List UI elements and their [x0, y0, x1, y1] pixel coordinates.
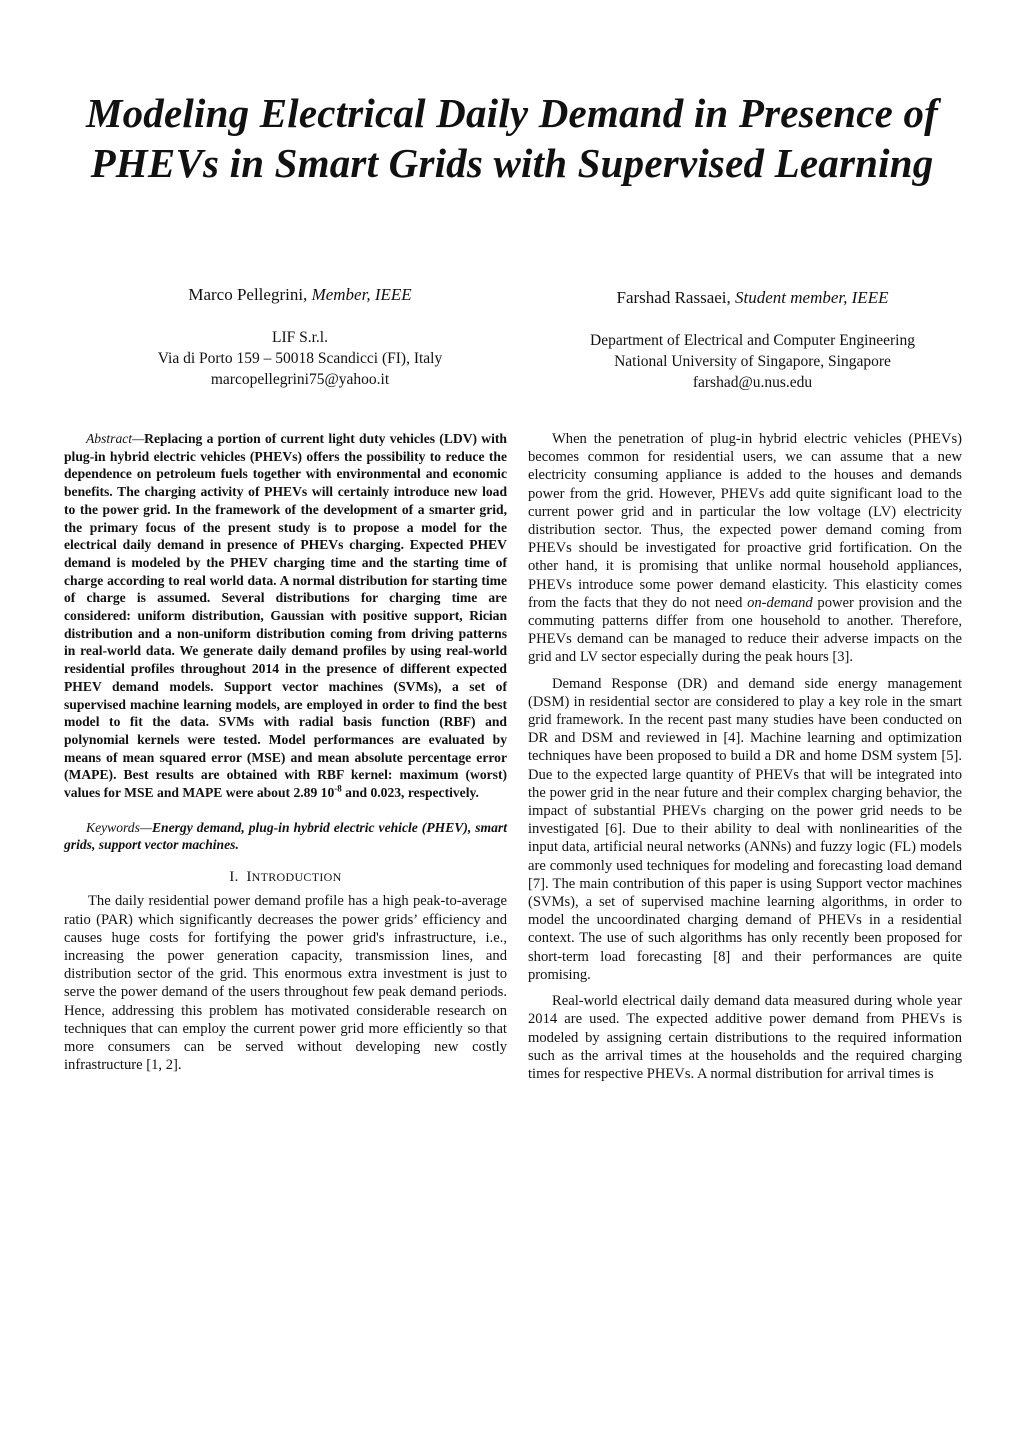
left-column: [64, 430, 507, 1074]
author-role-2: Student member, IEEE: [735, 288, 889, 307]
intro-paragraph-3: Demand Response (DR) and demand side energy management (DSM) in residential sector are considered to play a key role in the smart grid framework. In the recent past many studies have been conducted on DR and DSM and reviewed in [4]. Machine learning and optimization techniques have been proposed to build a DR and home DSM system [5]. Due to the expected large quantity of PHEVs that will be integrated into the power grid in the near future and their complex charging behavior, the impact of substantial PHEVs charging on the power grid needs to be investigated [6]. Due to their ability to deal with nonlinearities of the input data, artificial neural networks (ANNs) and fuzzy logic (FL) models are commonly used techniques for modeling and forecasting load demand [7]. The main contribution of this paper is using Support vector machines (SVMs), a set of supervised machine learning algorithms, in order to model the uncoordinated charging demand of PHEVs in a residential context. The use of such algorithms has only recently been proposed for short-term load forecasting [8] and their performances are quite promising.: [528, 675, 962, 983]
author-block-2: [520, 287, 985, 393]
author-email-1: marcopellegrini75@yahoo.it: [210, 371, 390, 388]
author-affiliation-1b: Via di Porto 159 – 50018 Scandicci (FI), Italy: [157, 350, 443, 367]
intro-paragraph-4: Real-world electrical daily demand data measured during whole year 2014 are used. The expected additive power demand from PHEVs is modeled by assigning certain distributions to the required information such as the arrival times at the households and the required charging times for respective PHEVs. A normal distribution for arrival times is: [528, 993, 962, 1082]
keywords-label: Keywords—: [86, 819, 152, 835]
author-block-1: [70, 284, 530, 390]
right-column: [528, 430, 962, 1083]
author-affiliation-2a: Department of Electrical and Computer Engineering: [590, 332, 915, 349]
author-name-1: Marco Pellegrini, Member, IEEE: [188, 285, 412, 304]
paper-title: [40, 88, 984, 188]
author-email-2: farshad@u.nus.edu: [692, 374, 813, 391]
title-line-1: Modeling Electrical Daily Demand in Presence of: [85, 90, 939, 136]
emphasis-on-demand: on-demand: [747, 594, 813, 611]
abstract-exponent: -8: [334, 783, 342, 794]
keywords-text: Energy demand, plug-in hybrid electric vehicle (PHEV), smart grids, support vector machines.: [64, 819, 507, 853]
abstract-label: Abstract—: [86, 431, 145, 446]
abstract-text: Replacing a portion of current light duty vehicles (LDV) with plug-in hybrid electric vehicles (PHEVs) offers the possibility to reduce the dependence on petroleum fuels together with environmental and economic benefits. The charging activity of PHEVs will certainly introduce new load to the power grid. In the framework of the development of a smarter grid, the primary focus of the present study is to propose a model for the electrical daily demand in presence of PHEVs charging. Expected PHEV demand is modeled by the PHEV charging time and the starting time of charge according to real world data. A normal distribution for starting time of charge is assumed. Several distributions for charging time are considered: uniform distribution, Gaussian with positive support, Rician distribution and a non-uniform distribution coming from driving patterns in real-world data. We generate daily demand profiles by using real-world residential profiles throughout 2014 in the presence of different expected PHEV demand models. Support vector machines (SVMs), a set of supervised machine learning models, are employed in order to find the best model to fit the data. SVMs with radial basis function (RBF) and polynomial kernels were tested. Model performances are evaluated by means of mean squared error (MSE) and mean absolute percentage error (MAPE). Best results are obtained with RBF kernel: maximum (worst) values for MSE and MAPE were about 2.89 10: [64, 431, 507, 801]
author-role-1: Member, IEEE: [311, 285, 412, 304]
keywords: [64, 819, 507, 854]
title-line-2: PHEVs in Smart Grids with Supervised Learning: [90, 140, 934, 186]
abstract: [64, 430, 507, 802]
author-name-2: Farshad Rassaei, Student member, IEEE: [616, 288, 889, 307]
intro-paragraph-2: When the penetration of plug-in hybrid electric vehicles (PHEVs) becomes common for residential users, we can assume that a new electricity consuming appliance is added to the houses and demands power from the grid. However, PHEVs add quite significant load to the current power grid and in particular the low voltage (LV) electricity distribution sector. Thus, the expected power demand coming from PHEVs should be investigated for proactive grid fortification. On the other hand, it is promising that unlike normal household appliances, PHEVs introduce some power demand elasticity. This elasticity comes from the facts that they do not need on-demand power provision and the commuting patterns differ from one household to another. Therefore, PHEVs demand can be managed to reduce their adverse impacts on the grid and LV sector especially during the peak hours [3].: [528, 431, 962, 666]
section-heading-introduction: I. INTRODUCTION: [229, 869, 342, 886]
abstract-text-end: and 0.023, respectively.: [341, 785, 479, 801]
intro-paragraph-1: The daily residential power demand profile has a high peak-to-average ratio (PAR) which significantly decreases the power grids’ efficiency and causes huge costs for fortifying the power grid's infrastructure, i.e., increasing the power generation capacity, transmission lines, and distribution sector of the grid. This enormous extra investment is just to serve the power demand of the users throughout few peak demand periods. Hence, addressing this problem has motivated considerable research on techniques that can employ the current power grid more efficiently so that more consumers can be served without developing new costly infrastructure [1, 2].: [64, 893, 507, 1074]
author-affiliation-1a: LIF S.r.l.: [272, 329, 328, 346]
author-affiliation-2b: National University of Singapore, Singapore: [614, 353, 891, 370]
